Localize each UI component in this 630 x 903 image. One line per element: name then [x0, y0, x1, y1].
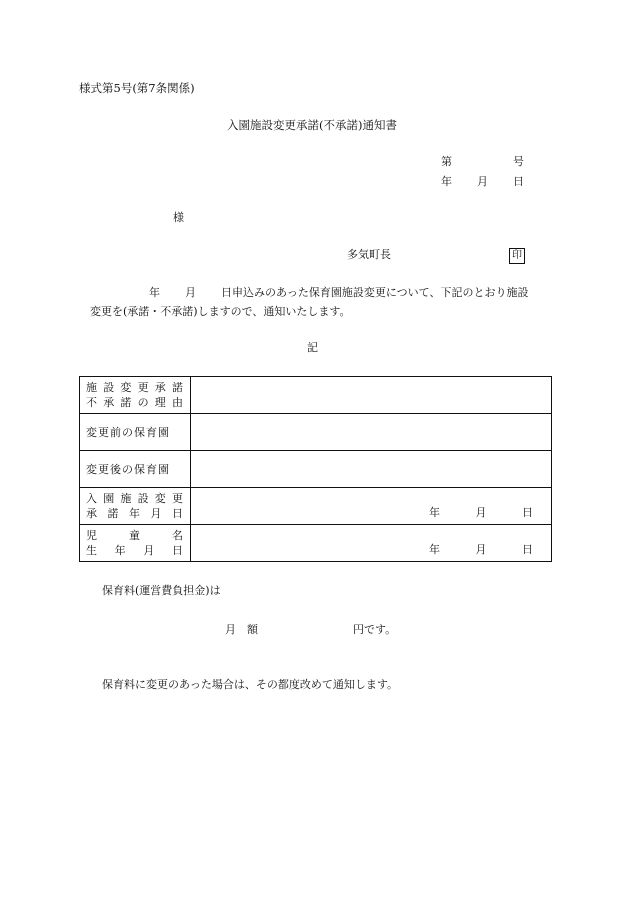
label-child-name-birthdate: 児 童 名 生 年 月 日 — [80, 525, 191, 562]
value-child-name-birthdate[interactable] — [191, 525, 552, 562]
footer-note: 保育料に変更のあった場合は、その都度改めて通知します。 — [102, 678, 399, 691]
approval-date-fields — [429, 504, 533, 520]
date-year: 年 — [429, 543, 440, 556]
table-row — [80, 525, 552, 562]
issue-date-year: 年 — [441, 175, 452, 188]
body-line-2: 変更を(承諾・不承諾)しますので、通知いたします。 — [90, 305, 351, 318]
label-new-nursery: 変更後の保育園 — [80, 451, 191, 488]
reference-go: 号 — [513, 155, 524, 168]
value-previous-nursery[interactable] — [191, 414, 552, 451]
document-title: 入園施設変更承諾(不承諾)通知書 — [227, 118, 397, 132]
date-month: 月 — [475, 543, 487, 556]
seal-mark: 印 — [509, 248, 525, 264]
table-row — [80, 377, 552, 414]
ki-heading: 記 — [307, 341, 318, 354]
value-approval-reason[interactable] — [191, 377, 552, 414]
label-previous-nursery: 変更前の保育園 — [80, 414, 191, 451]
monthly-suffix: 円です。 — [353, 623, 397, 636]
issuer-name: 多気町長 — [347, 248, 391, 261]
date-year: 年 — [429, 506, 440, 519]
monthly-label: 月 額 — [225, 623, 258, 636]
date-month: 月 — [475, 506, 487, 519]
fee-label: 保育料(運営費負担金)は — [102, 584, 221, 597]
label-approval-reason: 施 設 変 更 承 諾 不 承 諾 の 理 由 — [80, 377, 191, 414]
body-month: 月 — [185, 286, 196, 299]
value-approval-date[interactable] — [191, 488, 552, 525]
issue-date-month: 月 — [477, 175, 488, 188]
date-day: 日 — [522, 543, 533, 556]
date-day: 日 — [522, 506, 533, 519]
table-row — [80, 414, 552, 451]
birth-date-fields — [429, 541, 533, 557]
body-line-1: 日申込みのあった保育園施設変更について、下記のとおり施設 — [221, 286, 529, 299]
form-number: 様式第5号(第7条関係) — [79, 81, 195, 95]
issue-date-day: 日 — [513, 175, 524, 188]
details-table — [79, 376, 552, 562]
label-approval-date: 入 園 施 設 変 更 承 諾 年 月 日 — [80, 488, 191, 525]
table-row — [80, 451, 552, 488]
table-row — [80, 488, 552, 525]
body-year: 年 — [149, 286, 160, 299]
reference-dai: 第 — [441, 155, 452, 168]
value-new-nursery[interactable] — [191, 451, 552, 488]
recipient-suffix: 様 — [173, 211, 184, 224]
